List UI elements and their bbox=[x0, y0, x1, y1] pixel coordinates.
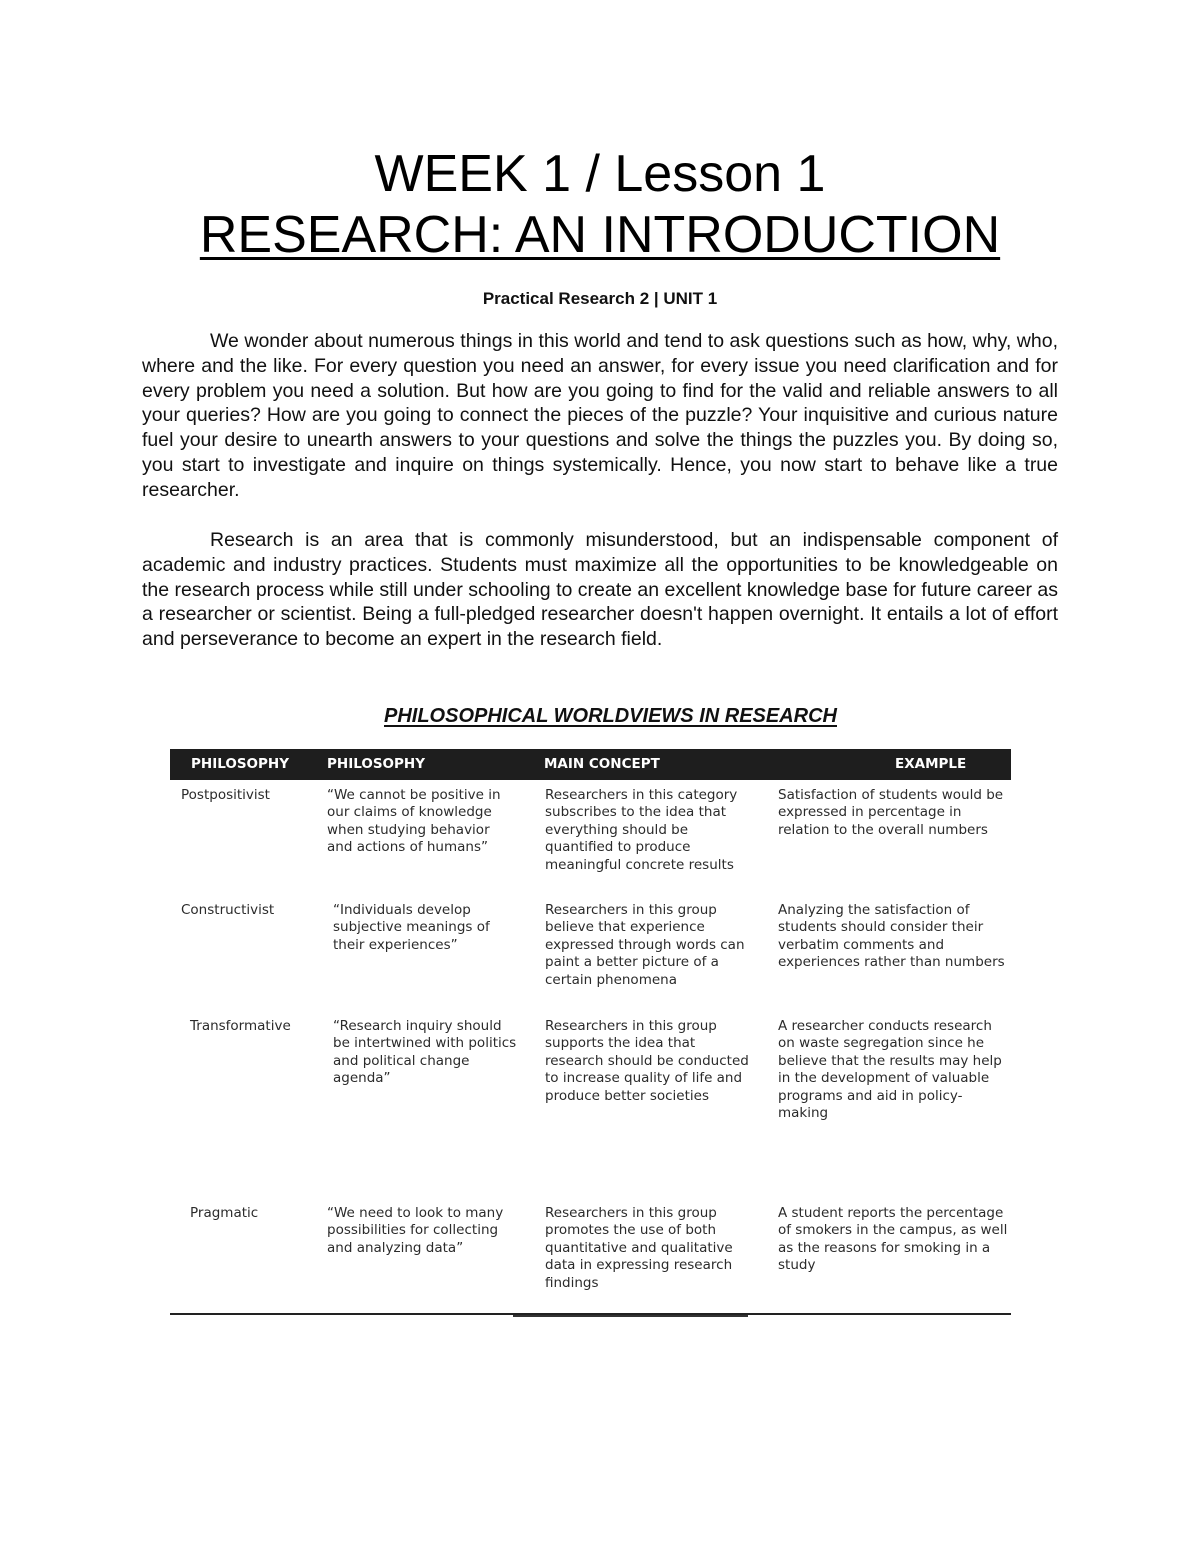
table-header-row bbox=[170, 749, 1011, 780]
table-cell-quote: “Individuals develop subjective meanings of their experiences” bbox=[333, 902, 490, 953]
table-cell-main-concept: Researchers in this category subscribes to the idea that everything should be quantified to produce meaningful concrete results bbox=[545, 787, 738, 873]
lesson-title: WEEK 1 / Lesson 1 bbox=[374, 145, 826, 203]
worldviews-table bbox=[170, 749, 1011, 1319]
table-cell-main-concept: Researchers in this group promotes the use of both quantitative and qualitative data in expressing research findings bbox=[545, 1205, 733, 1291]
lesson-main-title: RESEARCH: AN INTRODUCTION bbox=[199, 206, 1001, 264]
table-cell-example: A researcher conducts research on waste segregation since he believe that the results may help in the development of valuable programs and aid in policy-making bbox=[778, 1018, 1002, 1122]
intro-paragraph-1: We wonder about numerous things in this world and tend to ask questions such as how, why, who, where and the like. For every question you need an answer, for every issue you need clarification and for every problem you need a solution. But how are you going to find for the valid and reliable answers to all your queries? How are you going to connect the pieces of the puzzle? Your inquisitive and curious nature fuel your desire to unearth answers to your questions and solve the things the puzzles you. By doing so, you start to investigate and inquire on things systemically. Hence, you now start to behave like a true researcher. bbox=[142, 330, 1058, 501]
table-cell-philosophy: Transformative bbox=[190, 1018, 291, 1034]
header-philosophy-quote: PHILOSOPHY bbox=[327, 756, 425, 772]
header-example: EXAMPLE bbox=[895, 756, 967, 772]
table-cell-philosophy: Constructivist bbox=[181, 902, 275, 918]
table-cell-main-concept: Researchers in this group believe that experience expressed through words can paint a better picture of a certain phenomena bbox=[545, 902, 745, 988]
table-cell-quote: “Research inquiry should be intertwined with politics and political change agenda” bbox=[333, 1018, 517, 1087]
table-cell-philosophy: Postpositivist bbox=[181, 787, 270, 803]
table-cell-example: A student reports the percentage of smokers in the campus, as well as the reasons for smoking in a study bbox=[778, 1205, 1008, 1274]
table-cell-quote: “We need to look to many possibilities for collecting and analyzing data” bbox=[327, 1205, 504, 1256]
section-heading: PHILOSOPHICAL WORLDVIEWS IN RESEARCH bbox=[384, 705, 837, 727]
course-subtitle: Practical Research 2 | UNIT 1 bbox=[482, 289, 718, 308]
table-cell-example: Satisfaction of students would be expressed in percentage in relation to the overall numbers bbox=[778, 787, 1004, 838]
table-cell-philosophy: Pragmatic bbox=[190, 1205, 259, 1221]
table-cell-quote: “We cannot be positive in our claims of knowledge when studying behavior and actions of humans” bbox=[327, 787, 501, 856]
table-cell-main-concept: Researchers in this group supports the idea that research should be conducted to increase quality of life and produce better societies bbox=[545, 1018, 749, 1104]
table-cell-example: Analyzing the satisfaction of students should consider their verbatim comments and experiences rather than numbers bbox=[778, 902, 1005, 971]
header-philosophy: PHILOSOPHY bbox=[191, 756, 289, 772]
intro-paragraph-2: Research is an area that is commonly misunderstood, but an indispensable component of academic and industry practices. Students must maximize all the opportunities to be knowledgeable on the research process while still under schooling to create an excellent knowledge base for future career as a researcher or scientist. Being a full-pledged researcher doesn't happen overnight. It entails a lot of effort and perseverance to become an expert in the research field. bbox=[142, 529, 1058, 651]
table-bottom-rule-segment bbox=[513, 1315, 748, 1317]
header-main-concept: MAIN CONCEPT bbox=[544, 756, 660, 772]
